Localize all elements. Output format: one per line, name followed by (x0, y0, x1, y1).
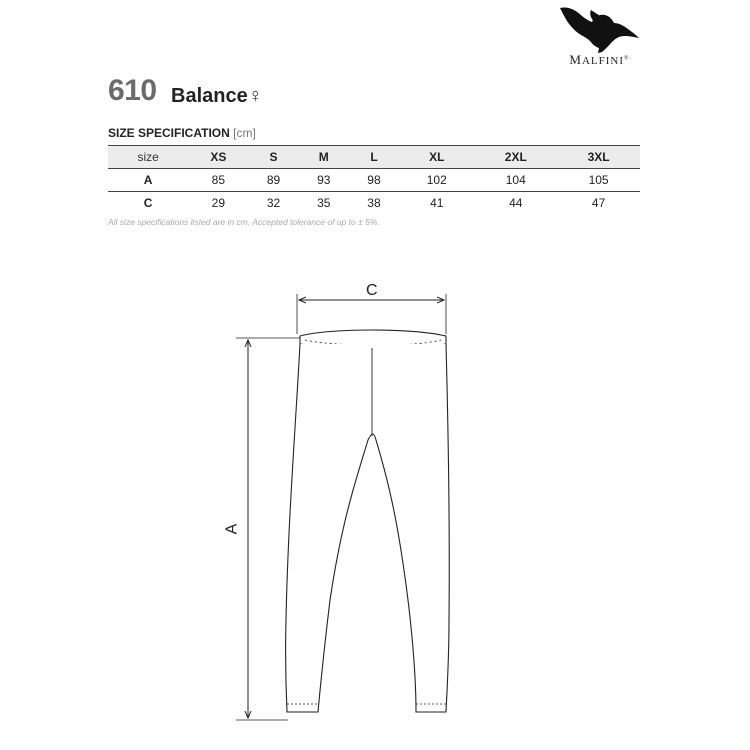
tolerance-note: All size specifications listed are in cm. Accepted tolerance of up to ± 5%. (108, 217, 380, 227)
unit-label: [cm] (233, 126, 256, 140)
table-cell: 32 (266, 196, 281, 210)
table-cell: 104 (474, 169, 557, 192)
leggings-icon (286, 330, 450, 712)
table-cell: 38 (367, 196, 381, 210)
length-label: A (223, 523, 241, 535)
column-header: 3XL (557, 146, 640, 169)
table-cell: 85 (188, 169, 248, 192)
column-header: size (108, 146, 188, 169)
table-cell: 93 (299, 169, 349, 192)
column-header: L (349, 146, 399, 169)
table-cell: 102 (399, 169, 474, 192)
product-code: 610 (108, 74, 157, 107)
table-cell: 35 (317, 196, 331, 210)
width-dimension (297, 294, 446, 334)
size-spec-heading: SIZE SPECIFICATION [cm] (108, 126, 256, 140)
brand-name: MALFINI® (569, 52, 629, 67)
column-header: S (248, 146, 298, 169)
table-cell: 105 (557, 169, 640, 192)
width-label: C (366, 282, 378, 299)
column-header: XL (399, 146, 474, 169)
column-header: XS (188, 146, 248, 169)
column-header: 2XL (474, 146, 557, 169)
table-cell: 89 (248, 169, 298, 192)
column-header: M (299, 146, 349, 169)
female-icon: ♀ (247, 85, 263, 107)
table-cell: 44 (509, 196, 523, 210)
table-cell: 41 (430, 196, 444, 210)
row-label: A (108, 169, 188, 192)
table-cell: 29 (211, 196, 226, 210)
product-name: Balance♀ (171, 85, 263, 107)
table-cell: 47 (591, 196, 606, 210)
table-cell: 98 (349, 169, 399, 192)
row-label: C (143, 196, 153, 210)
